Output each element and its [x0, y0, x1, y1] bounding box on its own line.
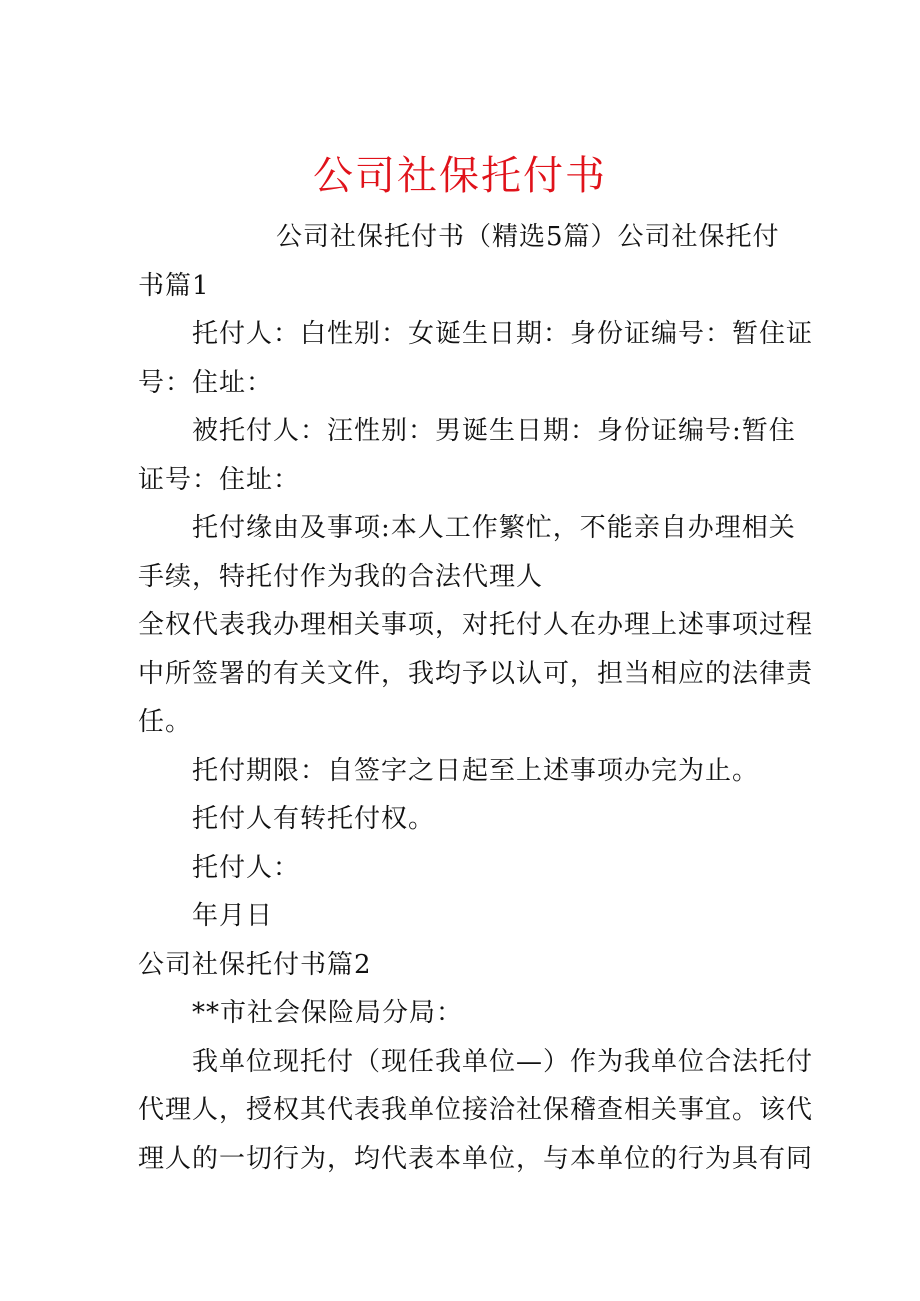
intro-line: 公司社保托付书（精选5篇）公司社保托付 [276, 222, 780, 252]
paragraph-line: 被托付人：汪性别：男诞生日期：身份证编号:暂住 [192, 416, 796, 446]
recipient-line: **市社会保险局分局： [192, 998, 464, 1028]
paragraph-line: 全权代表我办理相关事项，对托付人在办理上述事项过程 [138, 610, 814, 640]
paragraph-line: 托付缘由及事项:本人工作繁忙，不能亲自办理相关 [192, 513, 796, 543]
paragraph-line: 我单位现托付（现任我单位—）作为我单位合法托付 [192, 1046, 814, 1077]
document-body [138, 213, 814, 1183]
paragraph-line: 理人的一切行为，均代表本单位，与本单位的行为具有同 [138, 1143, 814, 1174]
paragraph-line: 任。 [138, 707, 193, 737]
paragraph-line: 托付期限：自签字之日起至上述事项办完为止。 [192, 755, 760, 786]
paragraph-line: 代理人，授权其代表我单位接洽社保稽查相关事宜。该代 [138, 1095, 814, 1125]
paragraph-line: 中所签署的有关文件，我均予以认可，担当相应的法律责 [138, 658, 814, 689]
paragraph-line: 号：住址： [138, 367, 274, 398]
section-heading-1: 书篇1 [138, 270, 210, 301]
section-heading-2: 公司社保托付书篇2 [138, 949, 372, 980]
paragraph-line: 托付人有转托付权。 [192, 804, 436, 834]
document-title: 公司社保托付书 [313, 153, 607, 199]
paragraph-line: 证号：住址： [138, 464, 301, 495]
signature-label: 托付人： [192, 852, 301, 883]
paragraph-line: 手续，特托付作为我的合法代理人 [138, 561, 544, 592]
paragraph-line: 托付人：白性别：女诞生日期：身份证编号：暂住证 [192, 319, 814, 349]
date-label: 年月日 [192, 901, 274, 931]
